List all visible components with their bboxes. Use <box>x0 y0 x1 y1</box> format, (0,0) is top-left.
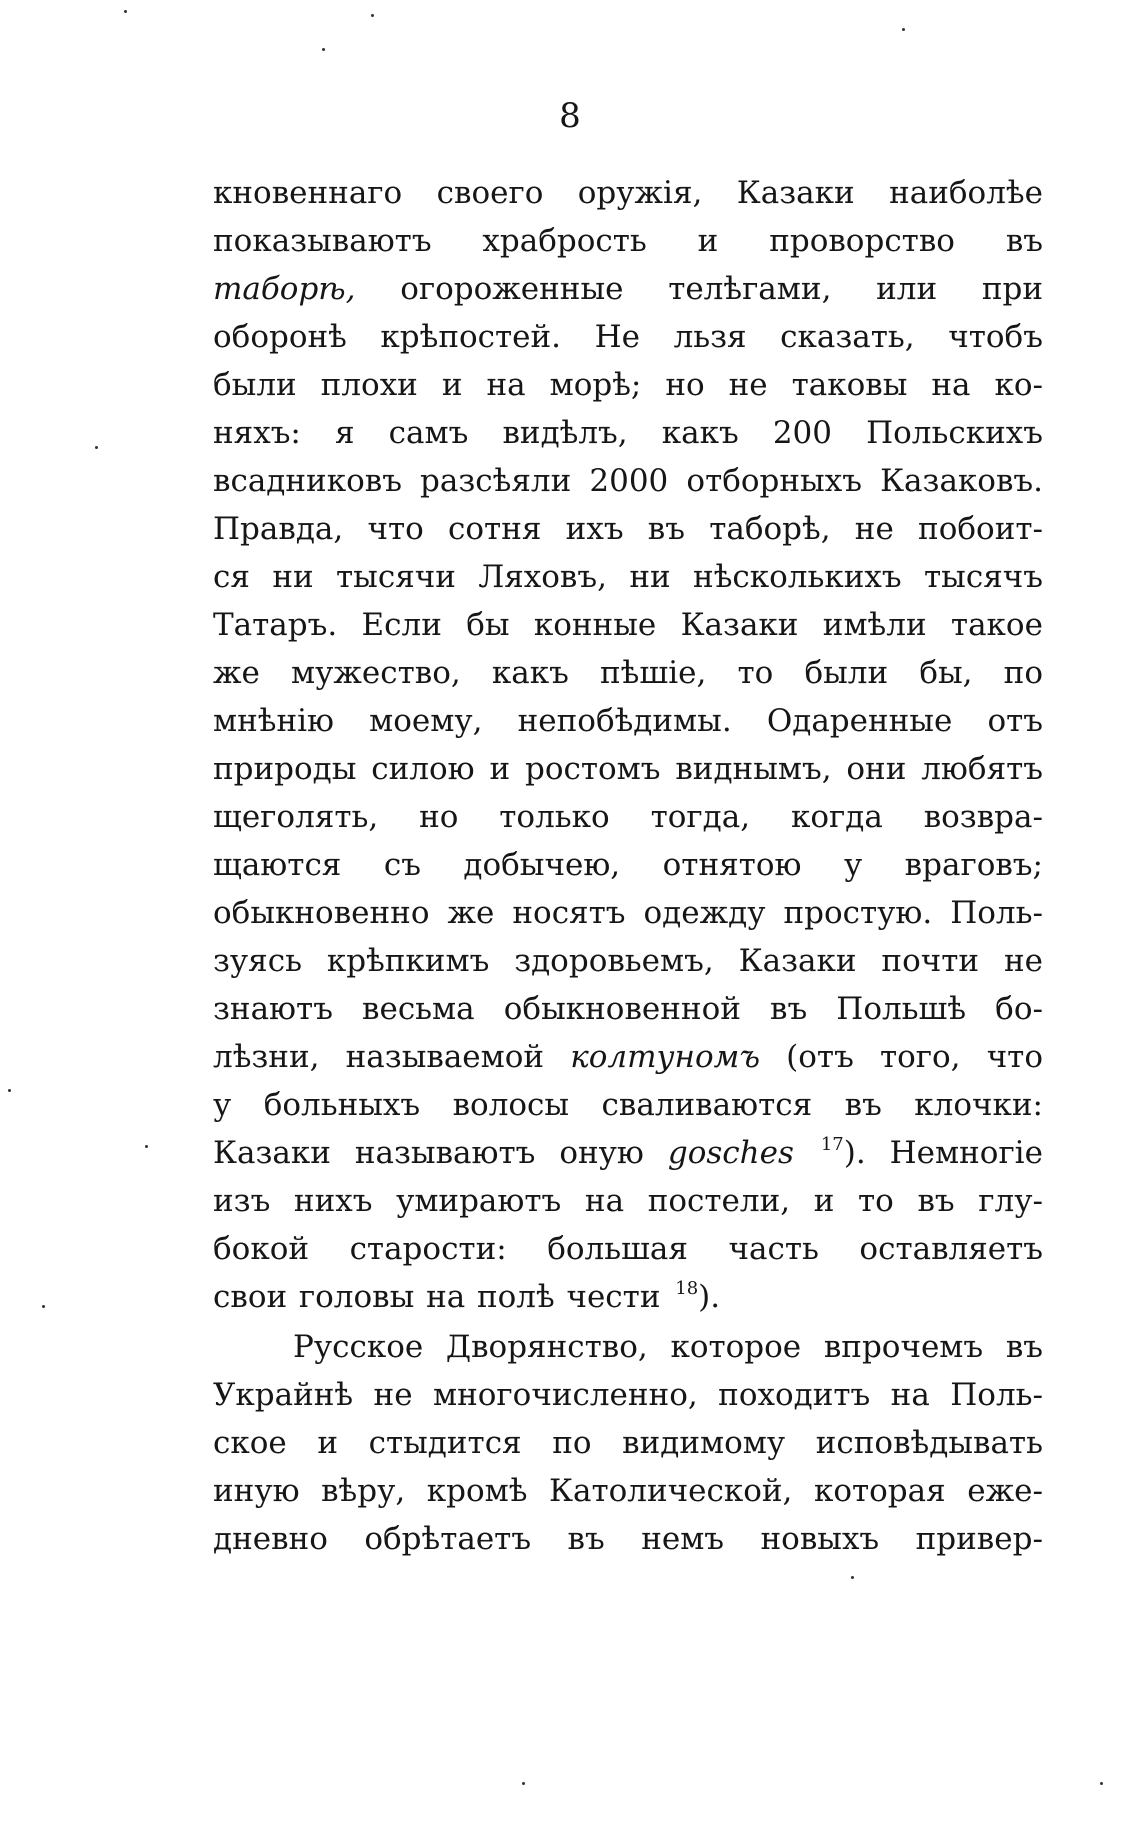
print-speck <box>1100 1782 1103 1785</box>
word: щеголять, <box>213 799 379 835</box>
word: здоровьемъ, <box>514 943 714 979</box>
word: таковы <box>791 367 908 403</box>
word: кновеннаго <box>213 175 403 211</box>
word: которое <box>670 1329 802 1365</box>
text-line <box>213 1323 1043 1371</box>
word: у <box>843 847 863 883</box>
word: 2000 <box>589 463 669 499</box>
word: оставляетъ <box>859 1231 1043 1267</box>
word: природы <box>213 751 357 787</box>
print-speck <box>322 48 325 51</box>
word: въ <box>844 1087 882 1123</box>
word: Не <box>594 319 640 355</box>
word: льзя <box>673 319 747 355</box>
word: бокой <box>213 1231 310 1267</box>
word: кромѣ <box>426 1473 528 1509</box>
page-number: 8 <box>559 96 581 136</box>
word: часть <box>728 1231 819 1267</box>
word: отъ <box>987 703 1043 739</box>
footnote-number: 18 <box>675 1278 699 1299</box>
word: побоит- <box>918 511 1043 547</box>
word: бы <box>466 607 510 643</box>
word: оружія, <box>577 175 703 211</box>
word: 200 <box>772 415 832 451</box>
word: дневно <box>213 1521 328 1557</box>
word: разсѣяли <box>420 463 572 499</box>
word: оборонѣ <box>213 319 347 355</box>
word: пѣшіе, <box>600 655 707 691</box>
word: привер- <box>915 1521 1043 1557</box>
word: Если <box>361 607 442 643</box>
word: сказать, <box>780 319 915 355</box>
word: колтуномъ <box>570 1039 760 1075</box>
word: Польшѣ <box>836 991 967 1027</box>
word: такое <box>950 607 1043 643</box>
word: клочки: <box>914 1087 1043 1123</box>
word: Русское <box>293 1329 424 1365</box>
text-line <box>213 553 1043 601</box>
print-speck <box>8 1089 11 1092</box>
text-line <box>213 985 1043 1033</box>
word: обыкновенной <box>503 991 741 1027</box>
word: моему, <box>369 703 483 739</box>
word: но <box>419 799 459 835</box>
word: чтобъ <box>948 319 1043 355</box>
word: еже- <box>967 1473 1043 1509</box>
word: какъ <box>661 415 739 451</box>
word: виднымъ, <box>675 751 832 787</box>
word: съ <box>383 847 421 883</box>
word: тогда, <box>650 799 751 835</box>
text-line <box>213 937 1043 985</box>
word: по <box>1003 655 1043 691</box>
text-line <box>213 1273 1043 1321</box>
word: больныхъ <box>263 1087 421 1123</box>
text-line <box>213 217 1043 265</box>
word: всадниковъ <box>213 463 402 499</box>
word: же <box>447 895 495 931</box>
word: изъ <box>213 1183 271 1219</box>
word: постели, <box>647 1183 791 1219</box>
word: зуясь <box>213 943 302 979</box>
word: нѣсколькихъ <box>693 559 902 595</box>
word: и <box>813 1183 835 1219</box>
word: морѣ; <box>549 367 642 403</box>
word: Украйнѣ <box>213 1377 354 1413</box>
word: Поль- <box>950 895 1043 931</box>
word: по <box>552 1425 592 1461</box>
word: волосы <box>452 1087 570 1123</box>
word: которая <box>813 1473 946 1509</box>
word: того, <box>879 1039 961 1075</box>
word: храбрость <box>482 223 647 259</box>
text-line <box>213 841 1043 889</box>
text-line <box>213 1177 1043 1225</box>
print-speck <box>124 10 127 13</box>
word: плохи <box>320 367 418 403</box>
text-line <box>213 409 1043 457</box>
word: были <box>804 655 889 691</box>
word: Одаренные <box>766 703 953 739</box>
word: видѣлъ, <box>502 415 628 451</box>
word: Казаковъ. <box>880 463 1043 499</box>
word: любятъ <box>921 751 1043 787</box>
text-line <box>213 505 1043 553</box>
word: Немногіе <box>889 1135 1043 1171</box>
word: свои <box>213 1279 288 1315</box>
print-speck <box>95 446 98 449</box>
word: почти <box>881 943 980 979</box>
word: у <box>213 1087 232 1123</box>
word: когда <box>790 799 883 835</box>
word: оную <box>559 1135 644 1171</box>
text-line <box>213 745 1043 793</box>
word: непобѣдимы. <box>517 703 732 739</box>
print-speck <box>42 1305 45 1308</box>
word: на <box>426 1279 466 1315</box>
word: ко- <box>994 367 1043 403</box>
word: бы, <box>919 655 973 691</box>
word: проворство <box>769 223 955 259</box>
word: не <box>728 367 768 403</box>
text-line <box>213 697 1043 745</box>
footnote-number: 17 <box>820 1134 844 1155</box>
word: на <box>486 367 526 403</box>
word: головы <box>298 1279 415 1315</box>
word: своего <box>436 175 544 211</box>
word: Польскихъ <box>866 415 1043 451</box>
word: силою <box>371 751 475 787</box>
word: возвра- <box>923 799 1043 835</box>
text-line <box>213 889 1043 937</box>
word: враговъ; <box>904 847 1043 883</box>
word: весьма <box>362 991 475 1027</box>
word: конные <box>533 607 657 643</box>
word: нихъ <box>293 1183 373 1219</box>
word: крѣпостей. <box>380 319 562 355</box>
text-line <box>213 1225 1043 1273</box>
word: Казаки <box>738 943 857 979</box>
word: и <box>441 367 463 403</box>
word: чести <box>566 1279 661 1315</box>
word: ни <box>629 559 671 595</box>
word: какъ <box>491 655 569 691</box>
word: таборѣ, <box>213 271 356 307</box>
word: таборѣ, <box>709 511 831 547</box>
word: что <box>986 1039 1043 1075</box>
word: знаютъ <box>213 991 333 1027</box>
word: Казаки <box>213 1135 331 1171</box>
word: немъ <box>641 1521 725 1557</box>
word: ни <box>272 559 314 595</box>
print-speck <box>902 28 905 31</box>
print-speck <box>371 14 374 17</box>
text-line <box>213 1129 1043 1177</box>
word: исповѣдывать <box>815 1425 1043 1461</box>
word: большая <box>547 1231 688 1267</box>
word: тысячъ <box>924 559 1043 595</box>
word: Правда, <box>213 511 344 547</box>
word: Ляховъ, <box>478 559 607 595</box>
text-line <box>213 601 1043 649</box>
word: тысячи <box>336 559 456 595</box>
word: добычею, <box>463 847 621 883</box>
footnote-reference <box>672 1273 720 1321</box>
word: въ <box>567 1521 605 1557</box>
word: няхъ: <box>213 415 301 451</box>
word: многочисленно, <box>432 1377 698 1413</box>
word: въ <box>1005 223 1043 259</box>
word: самъ <box>388 415 469 451</box>
word: показываютъ <box>213 223 432 259</box>
word: не <box>854 511 894 547</box>
word: я <box>334 415 355 451</box>
word: (отъ <box>786 1039 854 1075</box>
word: въ <box>647 511 685 547</box>
print-speck <box>851 1576 854 1579</box>
word: были <box>213 367 297 403</box>
word: крѣпкимъ <box>326 943 490 979</box>
body-text <box>213 169 1043 1563</box>
word: ское <box>213 1425 287 1461</box>
text-line <box>213 361 1043 409</box>
word: обрѣтаетъ <box>364 1521 532 1557</box>
word: ростомъ <box>524 751 661 787</box>
word: старости: <box>349 1231 507 1267</box>
print-speck <box>145 1145 148 1148</box>
word: Католической, <box>549 1473 793 1509</box>
word: Татаръ. <box>213 607 338 643</box>
word: имѣли <box>822 607 927 643</box>
text-line <box>213 1371 1043 1419</box>
word: наиболѣе <box>889 175 1043 211</box>
word: Дворянство, <box>445 1329 648 1365</box>
word: называемой <box>345 1039 545 1075</box>
word: огороженные <box>400 271 624 307</box>
footnote-paren: ). <box>698 1279 721 1315</box>
word: умираютъ <box>396 1183 562 1219</box>
word: носятъ <box>512 895 626 931</box>
word: простую. <box>783 895 933 931</box>
word: сваливаются <box>601 1087 813 1123</box>
word: они <box>846 751 907 787</box>
word: не <box>373 1377 413 1413</box>
word: телѣгами, <box>668 271 832 307</box>
word: вѣру, <box>321 1473 406 1509</box>
print-speck <box>522 1782 525 1785</box>
word: въ <box>770 991 808 1027</box>
word: но <box>665 367 705 403</box>
word: не <box>1003 943 1043 979</box>
footnote-reference <box>818 1129 866 1177</box>
word: глу- <box>978 1183 1043 1219</box>
word: стыдится <box>368 1425 522 1461</box>
word: и <box>317 1425 339 1461</box>
word: то <box>858 1183 894 1219</box>
footnote-paren: ). <box>843 1135 866 1171</box>
word: называютъ <box>354 1135 536 1171</box>
word: на <box>890 1377 930 1413</box>
word: и <box>697 223 719 259</box>
text-line <box>213 313 1043 361</box>
word: или <box>876 271 938 307</box>
word: при <box>981 271 1043 307</box>
text-line <box>213 169 1043 217</box>
word: отнятою <box>662 847 802 883</box>
word: ихъ <box>565 511 624 547</box>
text-line <box>213 1515 1043 1563</box>
word: въ <box>1005 1329 1043 1365</box>
word: полѣ <box>476 1279 555 1315</box>
word: Казаки <box>736 175 855 211</box>
word: впрочемъ <box>823 1329 984 1365</box>
word: сотня <box>448 511 542 547</box>
word: то <box>737 655 774 691</box>
word: мужество, <box>291 655 461 691</box>
word: походитъ <box>718 1377 871 1413</box>
text-line <box>213 793 1043 841</box>
word: одежду <box>643 895 766 931</box>
word: иную <box>213 1473 300 1509</box>
text-line <box>213 1419 1043 1467</box>
word: отборныхъ <box>686 463 862 499</box>
word: лѣзни, <box>213 1039 320 1075</box>
text-line <box>213 1467 1043 1515</box>
text-line <box>213 649 1043 697</box>
text-line <box>213 457 1043 505</box>
word: же <box>213 655 260 691</box>
word: въ <box>917 1183 955 1219</box>
word: щаются <box>213 847 342 883</box>
word: gosches <box>667 1135 794 1171</box>
word: видимому <box>622 1425 786 1461</box>
word: на <box>584 1183 625 1219</box>
word: обыкновенно <box>213 895 430 931</box>
text-line <box>213 1081 1043 1129</box>
word: на <box>931 367 971 403</box>
word: Казаки <box>680 607 799 643</box>
word: мнѣнію <box>213 703 335 739</box>
word: что <box>367 511 424 547</box>
word: и <box>489 751 511 787</box>
word: ся <box>213 559 250 595</box>
word: только <box>499 799 610 835</box>
text-line <box>213 265 1043 313</box>
word: бо- <box>995 991 1043 1027</box>
text-line <box>213 1033 1043 1081</box>
word: новыхъ <box>760 1521 880 1557</box>
word: Поль- <box>950 1377 1043 1413</box>
